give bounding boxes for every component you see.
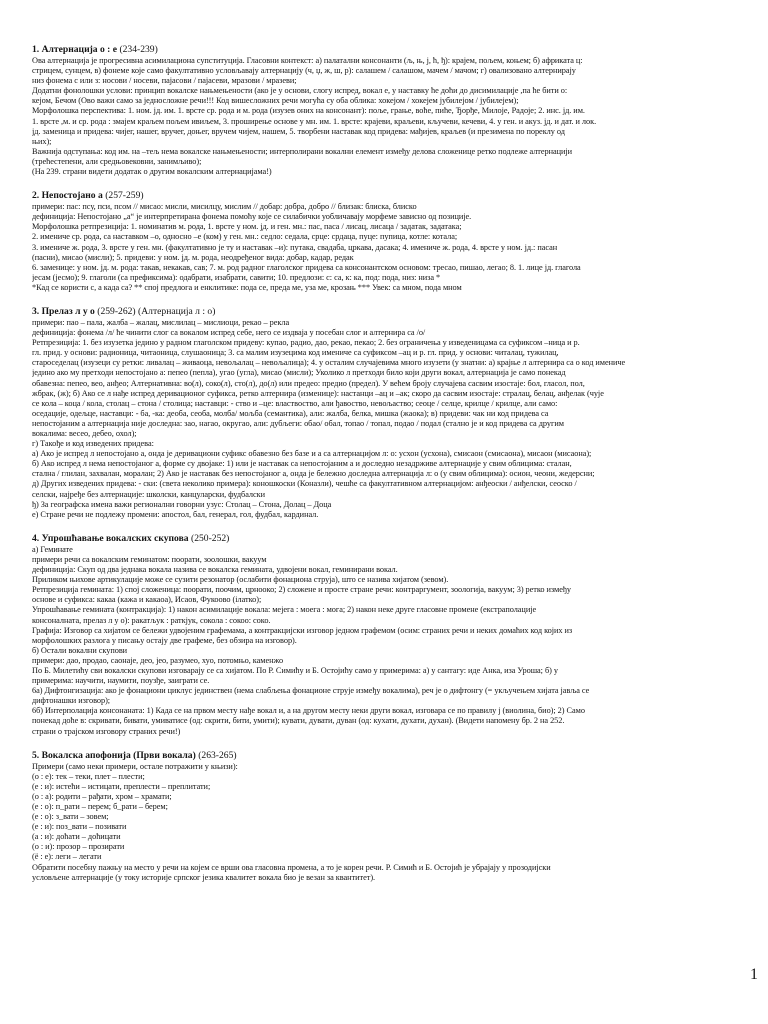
section-page-range: (259-262) (Алтернација л : о) bbox=[97, 305, 216, 317]
body-line: Ретпрезиција: 1. без изузетка једино у радном глаголском придеву: купао, радио, дао, рекао, пекао; 2. без ограничења у изведеницама са суфиксом –ница и р. bbox=[32, 338, 580, 348]
section-heading bbox=[32, 750, 746, 762]
section-title: 1. Алтернација о : е bbox=[32, 44, 118, 55]
body-line: Додатни фонолошки услови: принцип вокалске нањмењености (ако је у основи, слогу испред, вокал е, у наставку ће доћи до дисимилације ,па ће бити о: bbox=[32, 86, 568, 96]
body-line: Важнија одступања: код им. на –тељ нема вокалске нањмењености; интерполирани вокални елемент између делова сложенице ретко подлеже алтернацији bbox=[32, 146, 573, 156]
body-line: (трећестепени, али средњовековни, занимљиво); bbox=[32, 156, 202, 166]
body-line: (о : е): тек – теки, плет – плести; bbox=[32, 771, 145, 781]
body-line: (ё : е): леги – легати bbox=[32, 852, 102, 862]
body-line: г) Такође и код изведених придева: bbox=[32, 439, 154, 449]
body-line: примери речи са вокалским геминатом: поорати, зоолошки, вакуум bbox=[32, 554, 267, 564]
body-line: (е : о): п_рати – перем; б_рати – берем; bbox=[32, 802, 168, 811]
body-line: јесам (јесмо); 9. глаголи (са префиксима): одабрати, изабрати, савити; 10. предлози: с: са, к: ка, под: пода, низ: низа * bbox=[32, 272, 441, 282]
body-line: д) Других изведених придева: - ски: (света неколико примера): коношкоски (Коназли), чешће са факултативном алтернацијом: анђеоски / анђелски, сеоско / bbox=[32, 479, 577, 489]
body-line: примери: дао, продао, саонаје, део, јео, разумео, хуо, потомњо, каменжо bbox=[32, 655, 284, 665]
body-line: Упрошћавање гемината (контракција): 1) након асимилације вокала: мејега : моега : мога; 2) након неке друге гласовне промене (екстраполације bbox=[32, 605, 537, 615]
body-line: ђ) За географска имена важи регионални говорни узус: Столац – Стона, Долац – Доца bbox=[32, 499, 332, 509]
body-line: вокалима: весео, дебео, охол); bbox=[32, 429, 137, 438]
body-line: стална / глилан, захвалан, моралан; 2) Ако је наставак без непостојаног а, онда је бележно доследна алтернација л: о (у свим облицима): осион, чеони, жедерсни; bbox=[32, 469, 595, 479]
body-line: примери: пао – пала, жалба – жалац, мислилац – мислиоци, рекао – рекла bbox=[32, 317, 290, 327]
body-line: е) Стране речи не подлежу промени: апостол, бал, генерал, гол, фудбал, кардинал. bbox=[32, 509, 319, 519]
body-line: (о : и): прозор – прозирати bbox=[32, 842, 125, 852]
body-line: основе и суфикса: какаа (кажа и какаоа), Исаов, Фукоово (ілатко); bbox=[32, 595, 262, 605]
page-number: 1 bbox=[750, 966, 758, 983]
section-4 bbox=[32, 533, 746, 737]
body-line: дефиниција: Скуп од два једнака вокала назива се вокалска гемината, удвојени вокал, геминирани вокал. bbox=[32, 565, 398, 575]
section-page-range: (234-239) bbox=[119, 44, 158, 55]
body-line: (о : а): родити – рађати, хром – храмати; bbox=[32, 791, 172, 801]
body-line: јд. заменица и придева: чијег, нашег, вручег, доњег, вручем чијем, нашем, 5. творбени наставак код придева: мађијев, краљев (и презимена по пореклу од bbox=[32, 126, 565, 136]
body-line: 1. врсте ,м. и ср. рода : змајем краљем пољем ивиљем, 3. проширење основе у мн. им. 1. врсте: крајеви, краљеви, кључеви, кечеви, 4. у ген. и акуз. јд. и дат. и лок. bbox=[32, 116, 597, 126]
body-line: б) Остали вокални скупови bbox=[32, 645, 128, 655]
body-line: дефиниција: Непостојано „а“ је интерпретирана фонема помоћу које се силабички уобличавају морфеме зависно од позиције. bbox=[32, 212, 472, 222]
body-line: Ретпрезиција гемината: 1) спој сложеница: поорати, поочим, црнооко; 2) сложене и просте стране речи: контраргумент, зоологија, вакуум; 3) ретко између bbox=[32, 585, 571, 595]
body-line: 6а) Дифтонгизација: ако је фонациони циклус јединствен (нема слабљења фонационе струје између вокалима), реч је о дифтонгу (= укључењем хијата јавља се bbox=[32, 686, 590, 696]
section-title: 5. Вокалска апофонија (Први вокала) bbox=[32, 749, 196, 761]
section-1 bbox=[32, 44, 746, 177]
section-page-range: (263-265) bbox=[198, 749, 237, 761]
body-line: б) Ако испред л нема непостојаног а, форме су двојаке: 1) или је наставак са непостојаним а и доследно незадрживе алтернације у свим облицима: сталан, bbox=[32, 459, 572, 469]
body-line: (е : и): истећи – истицати, преплести – преплитати; bbox=[32, 781, 211, 791]
body-line: староседелац (изузеци су ретки: ливалац – живаоца, невољалац – невољалица); 4. у осталим случајевима много изузети (у знатни: а) крајње л алтернира са о код имениче bbox=[32, 358, 626, 368]
body-line: По Б. Милетићу сви вокалски скупови изговарају се са хијатом. По Р. Симићу и Б. Остојићу само у примерима: а) у сантагу: иде Анка, иза Уроша; б) у bbox=[32, 665, 558, 675]
body-line: њих); bbox=[32, 136, 52, 146]
body-line: 2. имениче ср. рода, са наставком –о, односно –е (ком) у ген. мн.: седло: седала, срце: срдаца, пуце: пупица, котле: котала; bbox=[32, 232, 458, 242]
section-3 bbox=[32, 306, 746, 520]
body-line: страни о трајском изговору страних речи!) bbox=[32, 726, 181, 736]
section-heading bbox=[32, 306, 746, 318]
body-line: 6б) Интерполација консонаната: 1) Када се на првом месту нађе вокал и, а на другом месту неки други вокал, изговара се по правилу ј (виолина, био); 2) Само bbox=[32, 706, 585, 716]
section-title: 4. Упрошћавање вокалских скупова bbox=[32, 532, 189, 544]
body-line: селски, најређе без алтернације: школски, канцуларски, фудбалски bbox=[32, 489, 265, 499]
document-body bbox=[32, 44, 746, 896]
body-line: (е : и): поз_вати – позивати bbox=[32, 822, 127, 832]
section-5 bbox=[32, 750, 746, 883]
body-line: 3. имениче ж. рода, 3. врсте у ген. мн. (факултативно је ту и наставак –и): путака, свадаба, цркава, дасака; 4. имениче ж. рода, 4. врсте у ном. јд.: пасан bbox=[32, 242, 558, 252]
body-line: Морфолошка перспектива: 1. ном. јд. им. 1. врсте ср. рода и м. рода (изузев оних на консонант): поље, грање, воће, пиће, Ђорђе, Милоје, Радоје; 2. инс. јд. им. bbox=[32, 106, 585, 116]
body-line: Ова алтернација је прогресивна асимилациона супституција. Гласовни контекст: а) палатални консонанти (љ, њ, ј, ћ, ђ): крајем, пољем, коњем; б) африката ц: bbox=[32, 56, 583, 65]
body-line: Обратити посебну пажњу на место у речи на којем се врши ова гласовна промена, а то је корен речи. Р. Симић и Б. Остојић је убрајају у прозодијски bbox=[32, 862, 551, 872]
section-heading bbox=[32, 44, 746, 56]
section-title: 2. Непостојано а bbox=[32, 190, 103, 202]
section-heading bbox=[32, 533, 746, 545]
body-line: се кола – коца / кола, столац – стона / столица; наставци: - ство и –це: властвоство, али ђавоство, невољаство; сеоце / селце, крилце / крилце, али само: bbox=[32, 398, 558, 408]
body-line: Примери (само неки примери, остале потражити у књизи): bbox=[32, 761, 238, 771]
body-line: примерима: научити, наумити, поузђе, заиграти се. bbox=[32, 676, 210, 686]
body-line: дефиниција: фонема /л/ ће чинити слог са вокалом испред себе, него се издваја у посебан слог и алтернира са /о/ bbox=[32, 328, 426, 338]
body-line: примери: пас: псу, пси, псом // мисао: мисли, мисилцу, мислим // добар: добра, добро // близак: блиска, блиско bbox=[32, 202, 417, 212]
body-line: *Кад се користи с, а када са? ** спој предлога и енклитике: пода се, преда ме, уза ме, крозањ *** Увек: са мном, пода мном bbox=[32, 282, 462, 292]
body-line: а) Ако је испред л непостојано а, онда је деривациони суфикс обавезно без базе и а са алтернацијом л: о: усхон (усхона), смисаон (смисаона), мисаон (мисаона); bbox=[32, 449, 592, 459]
body-line: кејом, Бечом (Ово важи само за једносложне речи!!! Код вишесложних речи могућа су оба облика: хокејом / хокејем јубилејом / јубилејем); bbox=[32, 96, 519, 106]
body-line: условљене алтернације (у току историје српског језика квалитет вокала био је везан за квантитет). bbox=[32, 872, 376, 882]
body-line: 6. заменице: у ном. јд. м. рода: такав, некакав, сав; 7. м. род радног глаголског придева са консонантском основом: тресао, пишао, легао; 8. 1. лице јд. глагола bbox=[32, 262, 581, 272]
body-line: (а : и): доћати – доћицати bbox=[32, 832, 121, 842]
body-line: жбрак, (ж); б) Ако се л нађе испред деривационог суфикса, ретко алтернира (изменице): настанци –ац и –ак; скоро да сасвим изостаје: стралац, белац, анђелак (чује bbox=[32, 388, 604, 398]
section-page-range: (250-252) bbox=[191, 532, 230, 544]
body-line: Приликом њихове артикулације може се сузити резонатор (ослабити фонациона струја), што се назива хијатом (зевом). bbox=[32, 575, 449, 585]
body-line: дифтонашки изговор); bbox=[32, 696, 111, 706]
section-page-range: (257-259) bbox=[105, 190, 144, 202]
body-line: једино ако му претходи непостојано а: пепео (пепла), угао (угла), мисао (мисли); Уколико л претходи било који други вокал, алтернација је само понекад bbox=[32, 368, 566, 378]
body-line: (На 239. страни видети додатак о другим вокалским алтернацијама!) bbox=[32, 167, 272, 177]
section-heading bbox=[32, 190, 746, 202]
section-2 bbox=[32, 190, 746, 293]
body-line: низ фонема с или з: носови / носеви, пајасови / пајасеви, мразови / мразеви; bbox=[32, 76, 297, 86]
body-line: оседације, одељце, наставци: - ба, -ка: деоба, сеоба, молба/ мољба (семантика), али: жалба, белка, мишка (жаока); в) придеви: чак ни код придева са bbox=[32, 408, 549, 418]
body-line: Графија: Изговор са хијатом се бележи удвојеним графемама, а контракцијски изговор једном графемом (осим: страних речи и неких домаћих код којих из bbox=[32, 625, 573, 635]
body-line: (пасни), мисао (мисли); 5. придеви: у ном. јд. м. рода, неодређеног вида: добар, кадар, редак bbox=[32, 252, 354, 262]
body-line: консоналната, прелаз л у о): ракатљук : раткјук, сокола : сокоо: соко. bbox=[32, 615, 271, 625]
body-line: (е : о): з_вати – зовем; bbox=[32, 812, 109, 822]
body-line: гл. прид. у основи: радионица, читаоница, слушаоница; 3. са малим изузецима код имениче са суфиксом –ац и р. гл. прид. у основи: читалац, тужилац, bbox=[32, 348, 559, 358]
body-line: понекад доће в: скривати, бивати, умиватисе (од: скрити, бити, умити); кувати, дувати, дуван (од: кухати, духати, духан). (Видети напомену бр. 2 на 252. bbox=[32, 716, 565, 726]
body-line: а) Геминате bbox=[32, 544, 73, 554]
body-line: непостојаним а алтернација није доследна: зао, нагао, округао, али: дубљеги: обао/ обал, топао / топал, подао / подал (стално је и код придева са другим bbox=[32, 418, 564, 428]
body-line: Морфолошка ретпрезиција: 1. номинатив м. рода, 1. врсте у ном. јд. и ген. мн.: пас, паса / лисац, лисаца / задатак, задатака; bbox=[32, 222, 462, 232]
body-line: обавезна: пепео, вео, анђео; Алтернативна: во(л), соко(л), сто(л), до(л) или предео: предио (предел). У већем броју случајева сасвим изостаје: бол, гласол, пол, bbox=[32, 378, 585, 388]
body-line: стрицем, сунцем, в) фонеме које само факултативно условљавају алтернацију (ч, џ, ж, ш, р): салашем / салашом, мачем / мачом; г) овализовано алтернирају bbox=[32, 66, 576, 76]
body-line: морфолошких разлога у писању остају две графеме, без обзира на изговор). bbox=[32, 635, 297, 645]
section-title: 3. Прелаз л у о bbox=[32, 305, 95, 317]
